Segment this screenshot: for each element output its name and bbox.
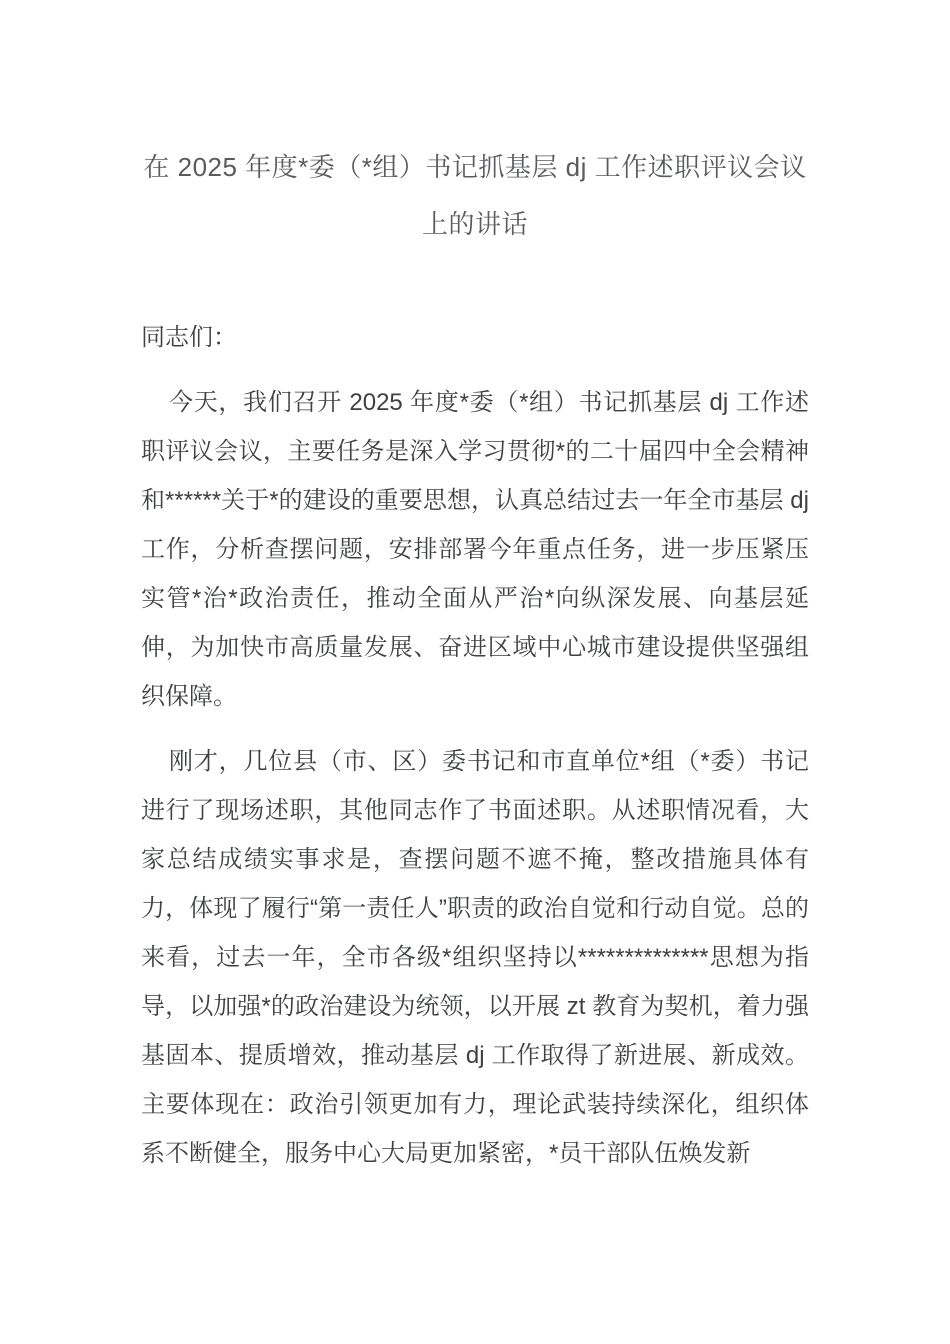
body-paragraph-2: 刚才，几位县（市、区）委书记和市直单位*组（*委）书记进行了现场述职，其他同志作了书面述职。从述职情况看，大家总结成绩实事求是，查摆问题不遮不掩，整改措施具体有力，体现了履行“第一责任人”职责的政治自觉和行动自觉。总的来看，过去一年，全市各级*组织坚持以**************思想为指导，以加强*的政治建设为统领，以开展 zt 教育为契机，着力强基固本、提质增效，推动基层 dj 工作取得了新进展、新成效。主要体现在：政治引领更加有力，理论武装持续深化，组织体系不断健全，服务中心大局更加紧密，*员干部队伍焕发新 (141, 748, 809, 1167)
document-title: 在 2025 年度*委（*组）书记抓基层 dj 工作述职评议会议上的讲话 (143, 152, 807, 239)
salutation-paragraph: 同志们： (141, 324, 237, 351)
document-content (0, 139, 950, 1178)
body-paragraph-1: 今天，我们召开 2025 年度*委（*组）书记抓基层 dj 工作述职评议会议，主要任务是深入学习贯彻*的二十届四中全会精神和******关于*的建设的重要思想，认真总结过去一年全市基层 dj 工作，分析查摆问题，安排部署今年重点任务，进一步压紧压实管*治*政治责任，推动全面从严治*向纵深发展、向基层延伸，为加快市高质量发展、奋进区域中心城市建设提供坚强组织保障。 (141, 389, 809, 710)
